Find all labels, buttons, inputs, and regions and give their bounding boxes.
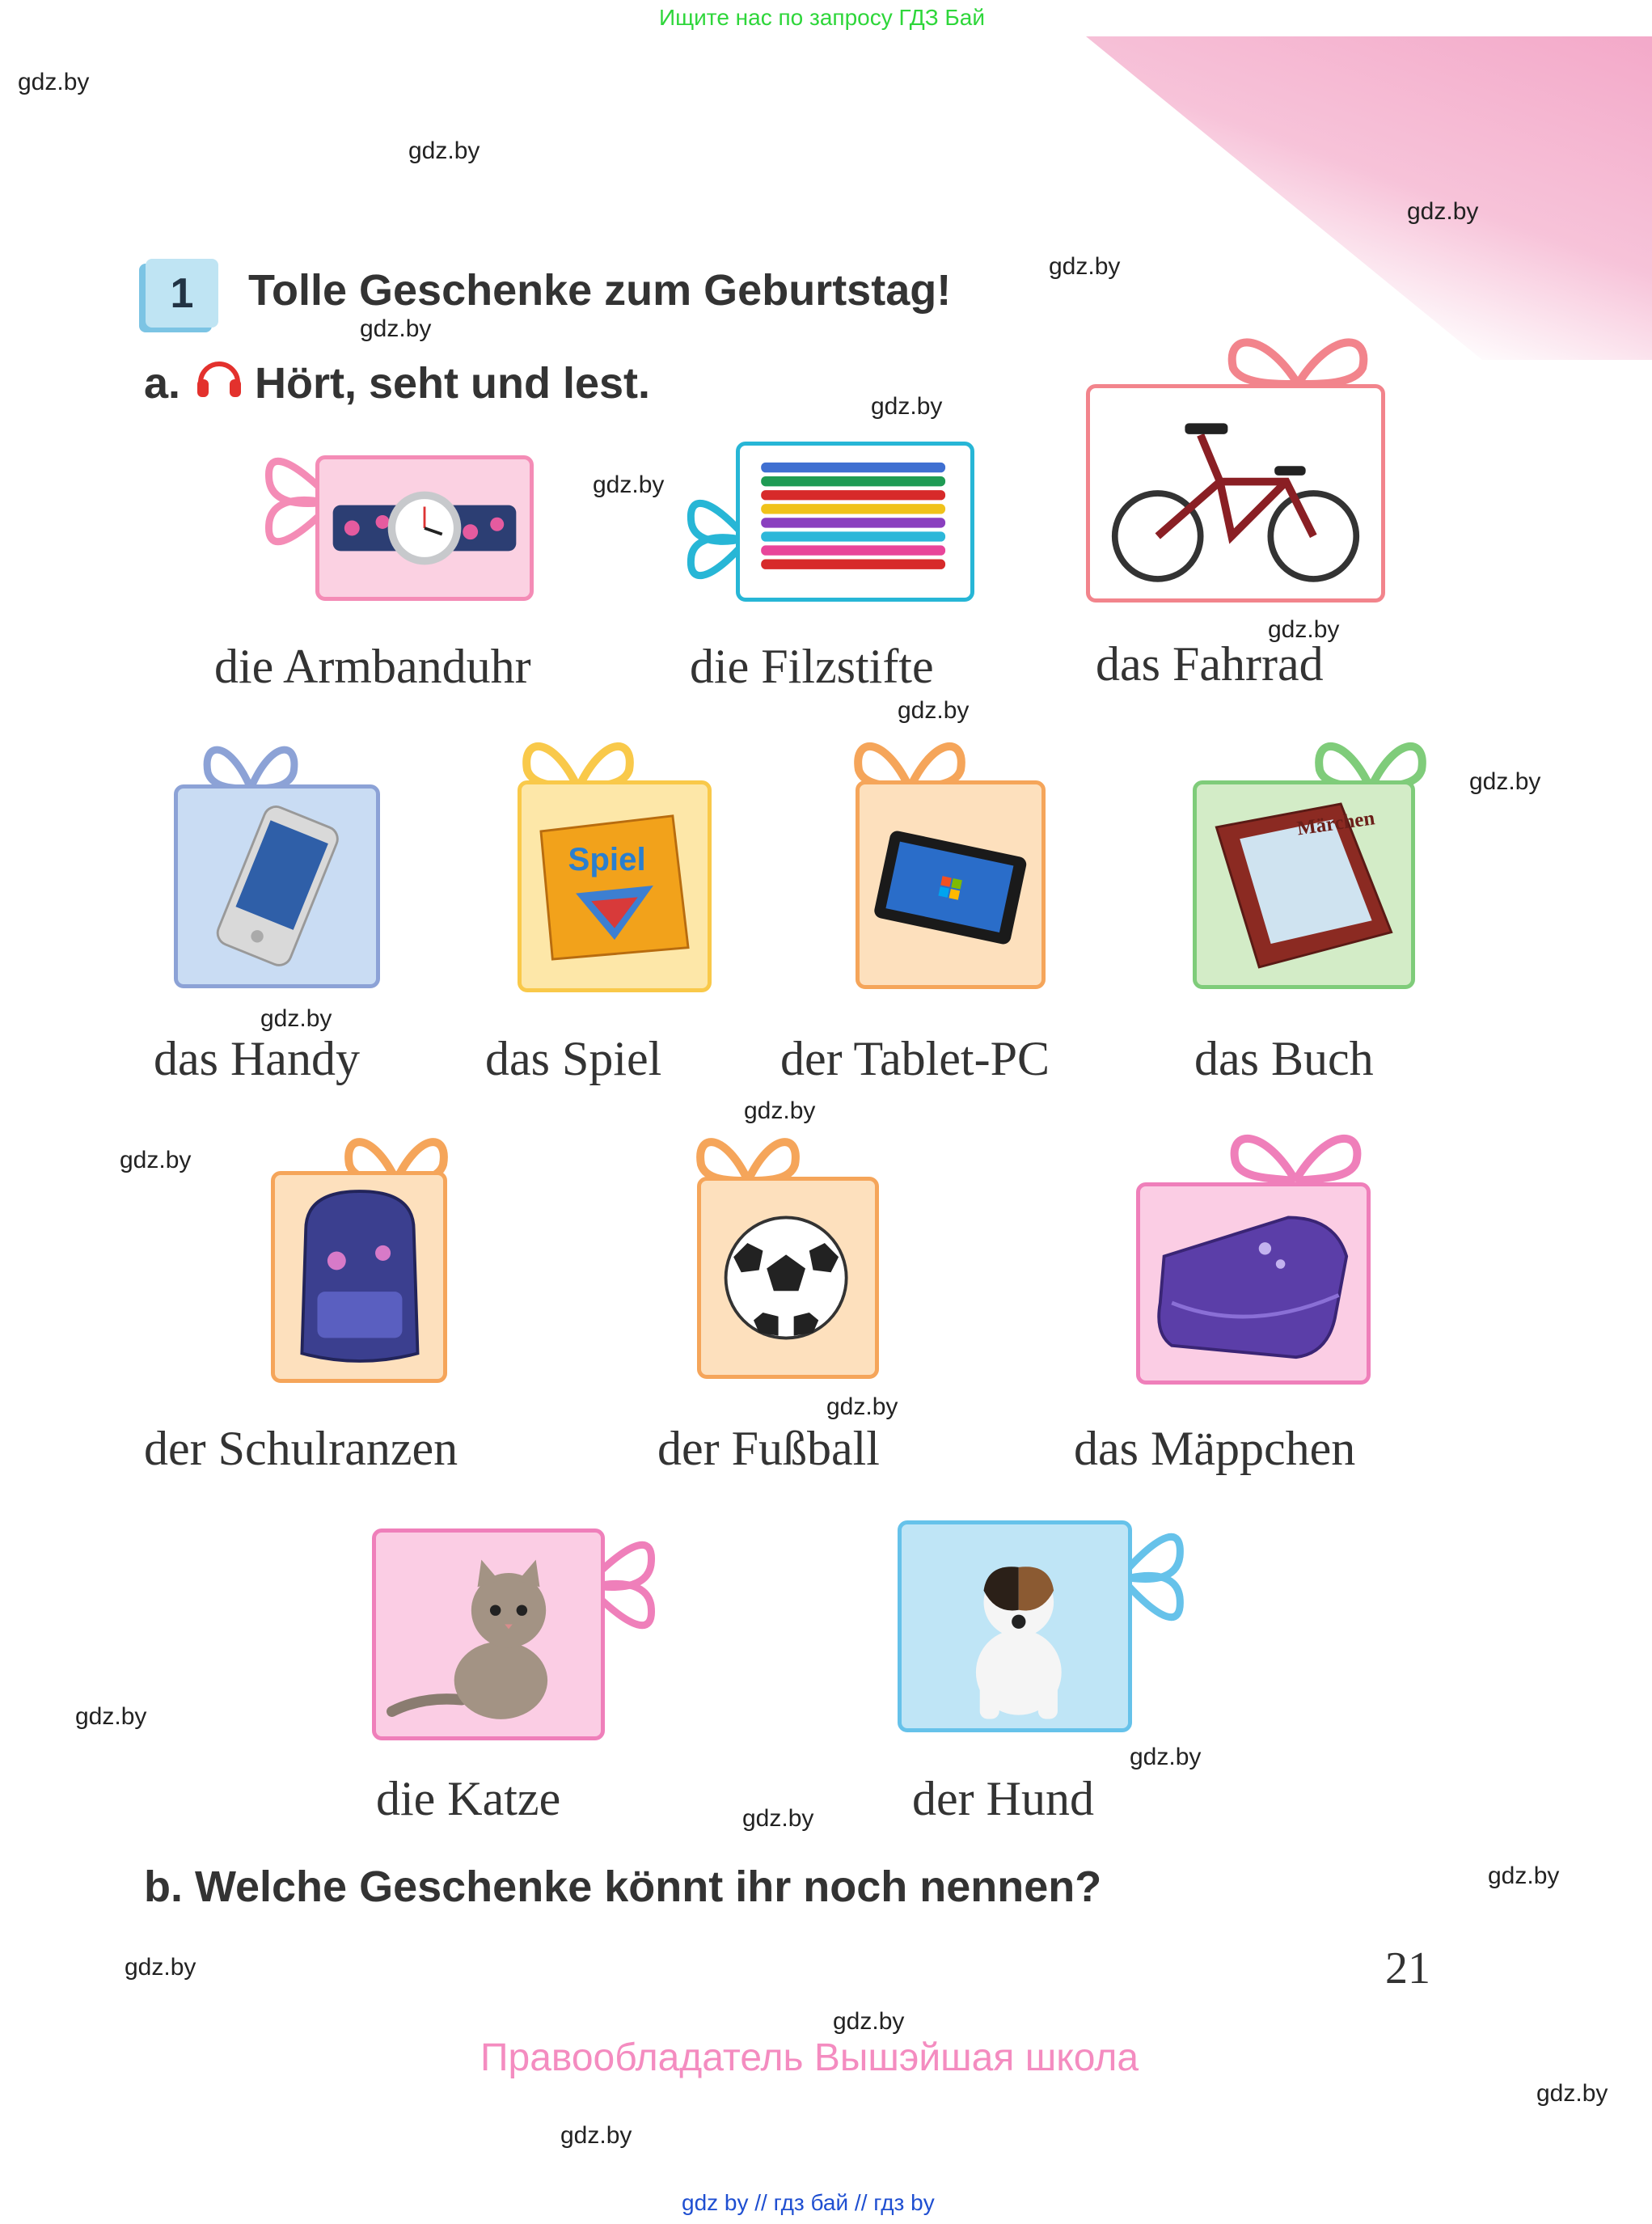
book-icon [1197, 784, 1411, 985]
ribbon-bow-icon [1217, 323, 1379, 388]
pink-corner-decoration [1086, 36, 1652, 360]
word-label: der Fußball [657, 1422, 880, 1475]
football-icon [701, 1181, 875, 1375]
watermark: gdz.by [833, 2008, 905, 2035]
headphones-icon[interactable] [194, 352, 244, 402]
gift-hund [898, 1520, 1132, 1732]
word-label: das Handy [154, 1032, 360, 1085]
exercise-number: 1 [146, 259, 218, 328]
svg-text:Märchen: Märchen [1295, 807, 1376, 840]
word-label: der Tablet-PC [780, 1032, 1050, 1085]
search-hint[interactable]: Ищите нас по запросу ГДЗ Бай [659, 5, 986, 30]
gift-fussball [697, 1177, 879, 1379]
watermark: gdz.by [360, 315, 432, 342]
page-number: 21 [1385, 1943, 1430, 1994]
watermark: gdz.by [593, 471, 665, 498]
watermark: gdz.by [18, 69, 90, 95]
footer-links[interactable]: gdz by // гдз бай // гдз by [682, 2190, 935, 2215]
watermark: gdz.by [1536, 2080, 1608, 2107]
word-label: das Buch [1194, 1032, 1374, 1085]
watermark: gdz.by [560, 2122, 632, 2149]
word-label: die Katze [376, 1772, 561, 1825]
gift-maeppchen [1136, 1182, 1371, 1385]
gift-armbanduhr [315, 455, 534, 601]
gift-tablet [856, 780, 1046, 989]
watermark: gdz.by [744, 1097, 816, 1124]
gift-spiel [518, 780, 712, 992]
gift-fahrrad [1086, 384, 1385, 603]
word-label: das Mäppchen [1074, 1422, 1356, 1475]
board-game-icon [522, 784, 708, 988]
part-b-question: b. Welche Geschenke könnt ihr noch nennen? [144, 1862, 1102, 1911]
ribbon-bow-icon [198, 732, 303, 793]
rights-holder: Правообладатель Вышэйшая школа [480, 2036, 1139, 2079]
word-label: der Schulranzen [144, 1422, 458, 1475]
ribbon-bow-icon [1221, 1120, 1371, 1185]
svg-text:Spiel: Spiel [568, 840, 646, 877]
watermark: gdz.by [75, 1703, 147, 1730]
pencil-case-icon [1140, 1186, 1367, 1380]
dog-icon [902, 1524, 1128, 1728]
part-a-letter: a. [144, 359, 181, 408]
watermark: gdz.by [826, 1393, 898, 1420]
watermark: gdz.by [1407, 198, 1479, 225]
backpack-icon [275, 1175, 443, 1379]
watermark: gdz.by [898, 697, 970, 724]
watermark: gdz.by [408, 137, 480, 164]
word-label: die Filzstifte [690, 640, 934, 693]
watermark: gdz.by [260, 1005, 332, 1032]
watermark: gdz.by [1130, 1744, 1202, 1770]
part-a-instruction: Hört, seht und lest. [255, 359, 651, 408]
cat-icon [376, 1533, 601, 1736]
wristwatch-icon [319, 459, 530, 597]
mobile-phone-icon [178, 789, 376, 984]
watermark: gdz.by [1268, 616, 1340, 643]
gift-katze [372, 1528, 605, 1740]
watermark: gdz.by [871, 393, 943, 420]
gift-buch [1193, 780, 1415, 989]
word-label: der Hund [912, 1772, 1094, 1825]
exercise-title: Tolle Geschenke zum Geburtstag! [248, 266, 952, 315]
watermark: gdz.by [125, 1954, 196, 1981]
tablet-icon [860, 784, 1041, 985]
gift-handy [174, 784, 380, 988]
watermark: gdz.by [1469, 768, 1541, 795]
watermark: gdz.by [742, 1805, 814, 1832]
gift-schulranzen [271, 1171, 447, 1383]
watermark: gdz.by [1488, 1862, 1560, 1889]
felt-pens-icon [740, 446, 970, 598]
word-label: das Spiel [485, 1032, 662, 1085]
watermark: gdz.by [1049, 253, 1121, 280]
bicycle-icon [1090, 388, 1381, 598]
gift-filzstifte [736, 442, 974, 602]
ribbon-bow-icon [691, 1124, 805, 1185]
watermark: gdz.by [120, 1147, 192, 1173]
word-label: das Fahrrad [1096, 637, 1324, 691]
word-label: die Armbanduhr [214, 640, 531, 693]
